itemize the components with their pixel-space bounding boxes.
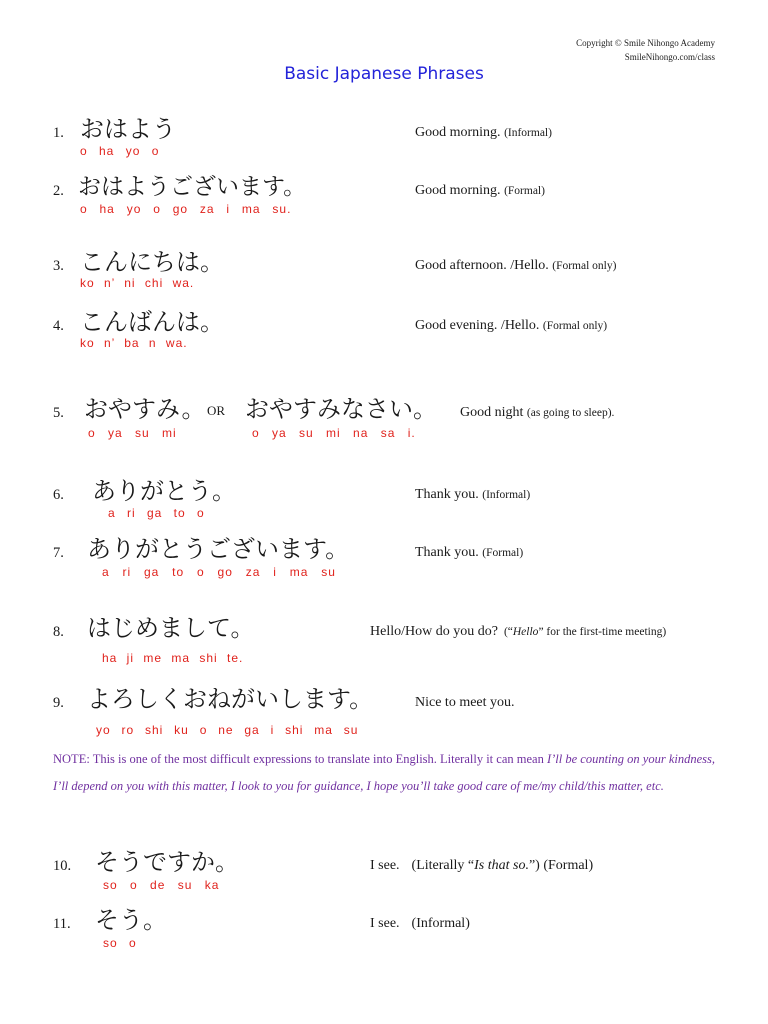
japanese-phrase: ありがとう。: [92, 477, 236, 505]
phrase-number: 10.: [53, 858, 72, 874]
translation-text: I see.: [370, 858, 400, 873]
usage-note: (Formal): [504, 185, 545, 197]
japanese-phrase: おやすみ。: [84, 395, 206, 423]
translation-text: Good morning.: [415, 183, 501, 198]
phrase-row: [0, 616, 768, 664]
romaji-reading: ha ji me ma shi te.: [102, 651, 244, 665]
romaji-reading: ko n’ ni chi wa.: [80, 276, 195, 290]
translation-text: Good evening. /Hello.: [415, 318, 540, 333]
phrase-row: [0, 310, 768, 358]
copyright-block: [576, 36, 715, 64]
translation-text: Thank you.: [415, 545, 479, 560]
phrase-row: [0, 908, 768, 956]
phrase-number: 5.: [53, 405, 64, 421]
japanese-phrase-alt: おやすみなさい。: [245, 395, 437, 423]
translation-text: I see.: [370, 916, 400, 931]
usage-note: [504, 626, 666, 638]
phrase-number: 11.: [53, 916, 71, 932]
translation-text: Thank you.: [415, 487, 479, 502]
phrase-number: 9.: [53, 695, 64, 711]
japanese-phrase: ありがとうございます。: [87, 535, 350, 563]
japanese-phrase: おはようございます。: [78, 174, 307, 200]
japanese-phrase: そう。: [95, 906, 167, 934]
romaji-reading: a ri ga to o: [108, 506, 205, 520]
japanese-phrase: そうですか。: [95, 848, 239, 876]
english-translation: [415, 183, 545, 199]
note-text: NOTE: This is one of the most difficult expressions to translate into English. Literally it can mean: [53, 752, 547, 766]
romaji-reading: o ha yo o go za i ma su.: [80, 202, 292, 216]
translation-text: Good morning.: [415, 125, 501, 140]
translation-text: Nice to meet you.: [415, 695, 515, 710]
usage-note: (Informal): [482, 489, 531, 501]
phrase-number: 3.: [53, 258, 64, 274]
phrase-number: 4.: [53, 318, 64, 334]
romaji-reading: so o de su ka: [103, 878, 220, 892]
usage-note-emphasis: Hello: [512, 626, 539, 638]
phrase-number: 8.: [53, 624, 64, 640]
romaji-reading: o ha yo o: [80, 144, 160, 158]
romaji-reading: a ri ga to o go za i ma su: [102, 565, 336, 579]
website-text: SmileNihongo.com/class: [624, 52, 715, 62]
usage-note-open: (“: [503, 626, 513, 638]
page-title: Basic Japanese Phrases: [284, 64, 484, 84]
literal-open: (Literally “: [411, 858, 475, 873]
japanese-phrase: はじめまして。: [87, 614, 255, 642]
japanese-phrase: こんにちは。: [80, 248, 224, 276]
or-connector: OR: [207, 403, 226, 418]
translation-text: Good afternoon. /Hello.: [415, 258, 549, 273]
phrase-row: [0, 397, 768, 445]
phrase-row: [0, 537, 768, 585]
english-translation: [415, 258, 616, 274]
english-translation: [415, 695, 515, 711]
english-translation: [370, 624, 666, 640]
phrase-row: [0, 175, 768, 223]
phrase-number: 6.: [53, 487, 64, 503]
english-translation: [370, 858, 593, 874]
phrase-row: [0, 479, 768, 527]
phrase-row: [0, 117, 768, 165]
phrase-row: [0, 850, 768, 898]
english-translation: [415, 545, 523, 561]
phrase-row: [0, 250, 768, 298]
english-translation: [415, 487, 530, 503]
japanese-phrase: よろしくおねがいします。: [87, 685, 374, 713]
japanese-phrase: おはよう: [80, 115, 176, 143]
usage-note: (Formal): [482, 547, 524, 559]
translation-text: Hello/How do you do?: [370, 624, 498, 639]
english-translation: [415, 318, 607, 334]
phrase-row: [0, 687, 768, 735]
phrase-number: 2.: [53, 183, 64, 199]
translation-note-paragraph: [53, 746, 715, 799]
usage-note: (Informal): [504, 127, 552, 139]
literal-emphasis: Is that so.: [474, 858, 529, 873]
romaji-reading: o ya su mi: [88, 426, 177, 440]
copyright-text: Copyright © Smile Nihongo Academy: [576, 38, 715, 48]
english-translation: [460, 405, 614, 421]
romaji-reading: so o: [103, 936, 137, 950]
phrase-number: 1.: [53, 125, 64, 141]
romaji-reading-alt: o ya su mi na sa i.: [252, 426, 416, 440]
note-italic-text: I’ll be counting on your kindness, I’ll depend on you with this matter, I look to you for guidance, I hope you’ll take good care of me/my child/this matter, etc.: [53, 752, 715, 793]
romaji-reading: yo ro shi ku o ne ga i shi ma su: [96, 723, 359, 737]
usage-note: (Informal): [411, 916, 470, 931]
usage-note: (Formal only): [542, 320, 608, 332]
usage-note-close: ” for the first-time meeting): [538, 626, 667, 638]
literal-meaning: [412, 858, 594, 873]
phrase-number: 7.: [53, 545, 64, 561]
literal-close: ”) (Formal): [528, 858, 594, 873]
english-translation: [370, 916, 470, 932]
usage-note: (Formal only): [552, 260, 617, 272]
translation-text: Good night: [460, 405, 524, 420]
usage-note: (as going to sleep).: [526, 407, 615, 419]
english-translation: [415, 125, 552, 141]
romaji-reading: ko n’ ba n wa.: [80, 336, 188, 350]
japanese-phrase: こんばんは。: [80, 308, 224, 336]
